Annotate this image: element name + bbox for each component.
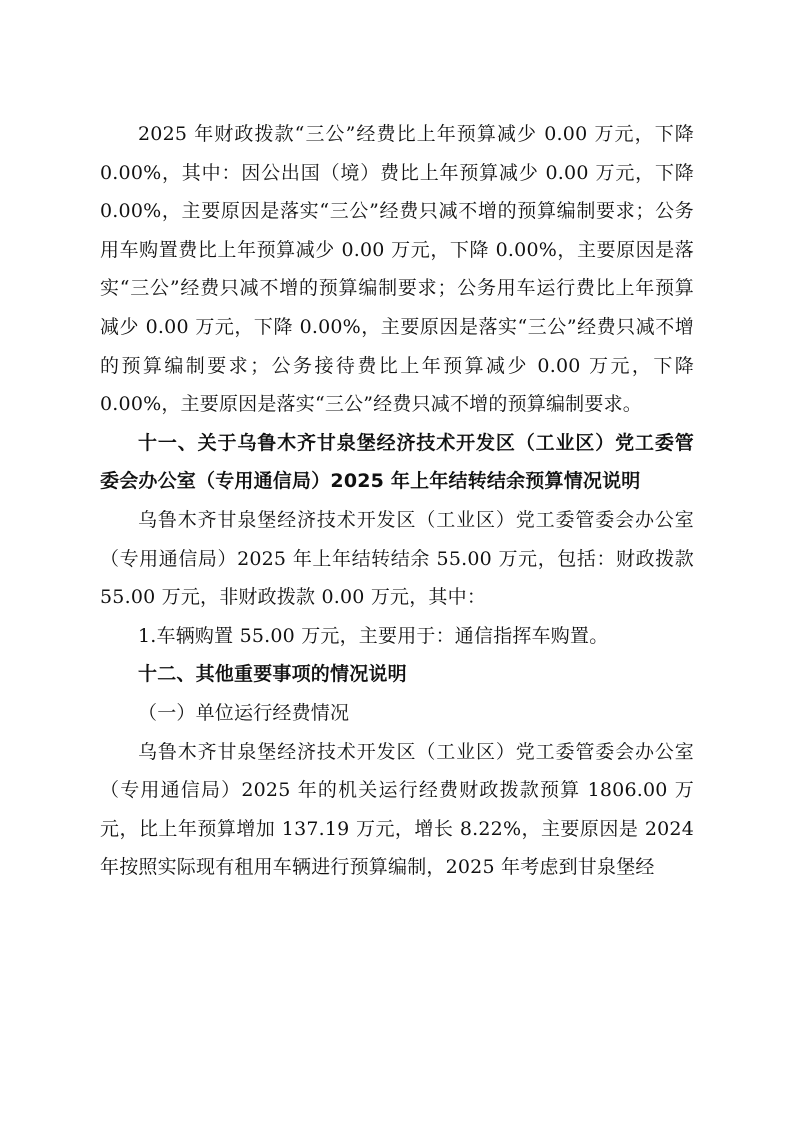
subsection-heading-operating-expenses: （一）单位运行经费情况 — [138, 701, 350, 724]
paragraph-carryover-balance: 乌鲁木齐甘泉堡经济技术开发区（工业区）党工委管委会办公室（专用通信局）2025 年上年结转结余 55.00 万元，包括：财政拨款 55.00 万元，非财政拨款 0.00 万元，其中： — [100, 508, 694, 609]
paragraph-vehicle-purchase: 1.车辆购置 55.00 万元，主要用于：通信指挥车购置。 — [138, 624, 609, 647]
document-body — [100, 115, 694, 887]
paragraph-operating-expenses: 乌鲁木齐甘泉堡经济技术开发区（工业区）党工委管委会办公室（专用通信局）2025 年的机关运行经费财政拨款预算 1806.00 万元，比上年预算增加 137.19 万元，增长 8.22%，主要原因是 2024 年按照实际现有租用车辆进行预算编制，2025 年考虑到甘泉堡经 — [100, 740, 694, 879]
section-heading-eleven: 十一、关于乌鲁木齐甘泉堡经济技术开发区（工业区）党工委管委会办公室（专用通信局）2025 年上年结转结余预算情况说明 — [100, 431, 694, 493]
section-heading-twelve: 十二、其他重要事项的情况说明 — [138, 663, 407, 686]
paragraph-three-public-expenses: 2025 年财政拨款“三公”经费比上年预算减少 0.00 万元，下降 0.00%，其中：因公出国（境）费比上年预算减少 0.00 万元，下降 0.00%，主要原因是落实“三公”经费只减不增的预算编制要求；公务用车购置费比上年预算减少 0.00 万元，下降 0.00%，主要原因是落实“三公”经费只减不增的预算编制要求；公务用车运行费比上年预算减少 0.00 万元，下降 0.00%，主要原因是落实“三公”经费只减不增的预算编制要求；公务接待费比上年预算减少 0.00 万元，下降 0.00%，主要原因是落实“三公”经费只减不增的预算编制要求。 — [100, 123, 694, 416]
